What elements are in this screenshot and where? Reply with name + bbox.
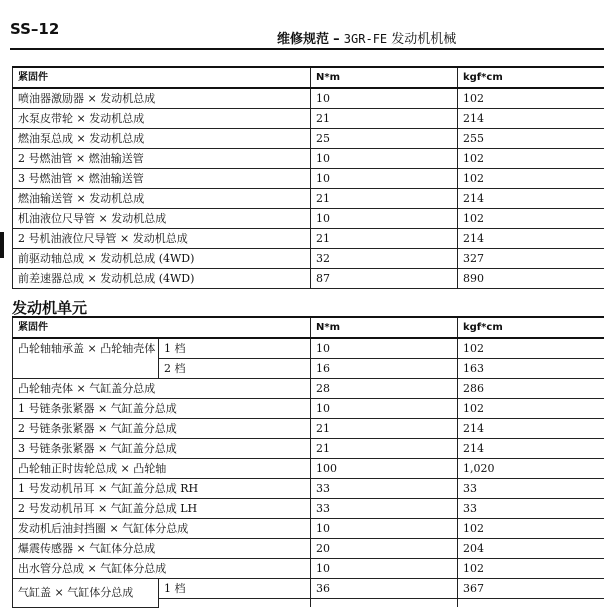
header-rule xyxy=(10,48,604,50)
kgf-cell: 102 xyxy=(458,169,604,189)
part-cell: 水泵皮带轮 × 发动机总成 xyxy=(13,109,311,129)
part-cell: 出水管分总成 × 气缸体分总成 xyxy=(13,559,311,579)
part-cell: 2 号链条张紧器 × 气缸盖分总成 xyxy=(13,419,311,439)
kgf-cell: 367 xyxy=(458,579,604,599)
table-row xyxy=(13,269,604,289)
kgf-cell: 102 xyxy=(458,559,604,579)
col-nm: N*m xyxy=(311,317,458,338)
col-nm: N*m xyxy=(311,67,458,88)
kgf-cell: 214 xyxy=(458,189,604,209)
kgf-cell: 33 xyxy=(458,479,604,499)
section-name: 发动机机械 xyxy=(391,32,456,47)
col-kgf: kgf*cm xyxy=(458,317,604,338)
page-header xyxy=(277,28,456,47)
torque-table-1 xyxy=(12,66,604,289)
part-cell: 凸轮轴壳体 × 气缸盖分总成 xyxy=(13,379,311,399)
part-cell: 凸轮轴轴承盖 × 凸轮轴壳体 xyxy=(13,338,159,379)
nm-cell: 87 xyxy=(311,269,458,289)
kgf-cell: 214 xyxy=(458,229,604,249)
nm-cell: 10 xyxy=(311,169,458,189)
nm-cell: 36 xyxy=(311,579,458,599)
part-cell: 发动机后油封挡圈 × 气缸体分总成 xyxy=(13,519,311,539)
nm-cell: 20 xyxy=(311,539,458,559)
part-cell: 气缸盖 × 气缸体分总成 xyxy=(13,579,159,608)
kgf-cell: 102 xyxy=(458,149,604,169)
col-part: 紧固件 xyxy=(13,67,311,88)
part-cell: 2 号机油液位尺导管 × 发动机总成 xyxy=(13,229,311,249)
nm-cell: 21 xyxy=(311,109,458,129)
kgf-cell: 214 xyxy=(458,439,604,459)
kgf-cell: 102 xyxy=(458,338,604,359)
table-row xyxy=(13,229,604,249)
header-dash: – xyxy=(333,32,340,47)
kgf-cell: 286 xyxy=(458,379,604,399)
part-cell: 1 号链条张紧器 × 气缸盖分总成 xyxy=(13,399,311,419)
kgf-cell: 33 xyxy=(458,499,604,519)
kgf-cell: 214 xyxy=(458,419,604,439)
nm-cell: 32 xyxy=(311,249,458,269)
kgf-cell: 1,020 xyxy=(458,459,604,479)
page-code: SS–12 xyxy=(10,20,59,38)
nm-cell: 100 xyxy=(311,459,458,479)
nm-cell: 33 xyxy=(311,499,458,519)
table-row xyxy=(13,519,604,539)
kgf-cell: 327 xyxy=(458,249,604,269)
nm-cell: 21 xyxy=(311,189,458,209)
kgf-cell: 204 xyxy=(458,539,604,559)
step-cell: 1 档 xyxy=(159,338,311,359)
part-cell: 3 号燃油管 × 燃油输送管 xyxy=(13,169,311,189)
part-cell: 2 号发动机吊耳 × 气缸盖分总成 LH xyxy=(13,499,311,519)
part-cell: 3 号链条张紧器 × 气缸盖分总成 xyxy=(13,439,311,459)
part-cell: 1 号发动机吊耳 × 气缸盖分总成 RH xyxy=(13,479,311,499)
kgf-cell: 102 xyxy=(458,399,604,419)
table-row xyxy=(13,169,604,189)
kgf-cell: 163 xyxy=(458,359,604,379)
table-row xyxy=(13,539,604,559)
step-cell: 1 档 xyxy=(159,579,311,599)
table-row xyxy=(13,559,604,579)
table-row xyxy=(13,189,604,209)
part-cell: 凸轮轴正时齿轮总成 × 凸轮轴 xyxy=(13,459,311,479)
nm-cell: 10 xyxy=(311,399,458,419)
part-cell: 喷油器激励器 × 发动机总成 xyxy=(13,88,311,109)
side-tab-marker xyxy=(0,232,4,258)
part-cell: 2 号燃油管 × 燃油输送管 xyxy=(13,149,311,169)
section-title: 发动机单元 xyxy=(12,297,87,318)
table-row xyxy=(13,338,604,359)
nm-cell: 21 xyxy=(311,439,458,459)
nm-cell: 33 xyxy=(311,479,458,499)
nm-cell: 16 xyxy=(311,359,458,379)
part-cell: 前差速器总成 × 发动机总成 (4WD) xyxy=(13,269,311,289)
table-row xyxy=(13,399,604,419)
part-cell: 燃油输送管 × 发动机总成 xyxy=(13,189,311,209)
table-header-row xyxy=(13,317,604,338)
torque-table-2 xyxy=(12,316,604,608)
nm-cell: 10 xyxy=(311,209,458,229)
table-row xyxy=(13,88,604,109)
kgf-cell: 214 xyxy=(458,109,604,129)
col-part: 紧固件 xyxy=(13,317,311,338)
table-row xyxy=(13,129,604,149)
col-kgf: kgf*cm xyxy=(458,67,604,88)
table-row xyxy=(13,479,604,499)
part-cell: 前驱动轴总成 × 发动机总成 (4WD) xyxy=(13,249,311,269)
table-row xyxy=(13,439,604,459)
nm-cell: 28 xyxy=(311,379,458,399)
table-header-row xyxy=(13,67,604,88)
table-row xyxy=(13,419,604,439)
kgf-cell: 102 xyxy=(458,519,604,539)
table-row xyxy=(13,149,604,169)
table-row xyxy=(13,249,604,269)
kgf-cell: 890 xyxy=(458,269,604,289)
step-cell: 2 档 xyxy=(159,359,311,379)
table-row xyxy=(13,109,604,129)
table-row xyxy=(13,579,604,599)
table-row xyxy=(13,459,604,479)
kgf-cell: 102 xyxy=(458,209,604,229)
nm-cell: 21 xyxy=(311,229,458,249)
nm-cell: 10 xyxy=(311,338,458,359)
kgf-cell: 255 xyxy=(458,129,604,149)
table-row xyxy=(13,499,604,519)
nm-cell: 10 xyxy=(311,149,458,169)
manual-title: 维修规范 xyxy=(277,32,329,47)
engine-model: 3GR-FE xyxy=(344,32,387,46)
nm-cell: 10 xyxy=(311,519,458,539)
nm-cell: 10 xyxy=(311,88,458,109)
part-cell: 燃油泵总成 × 发动机总成 xyxy=(13,129,311,149)
part-cell: 机油液位尺导管 × 发动机总成 xyxy=(13,209,311,229)
part-cell: 爆震传感器 × 气缸体分总成 xyxy=(13,539,311,559)
nm-cell: 10 xyxy=(311,559,458,579)
nm-cell: 25 xyxy=(311,129,458,149)
table-row xyxy=(13,209,604,229)
kgf-cell: 102 xyxy=(458,88,604,109)
table-row xyxy=(13,379,604,399)
nm-cell: 21 xyxy=(311,419,458,439)
